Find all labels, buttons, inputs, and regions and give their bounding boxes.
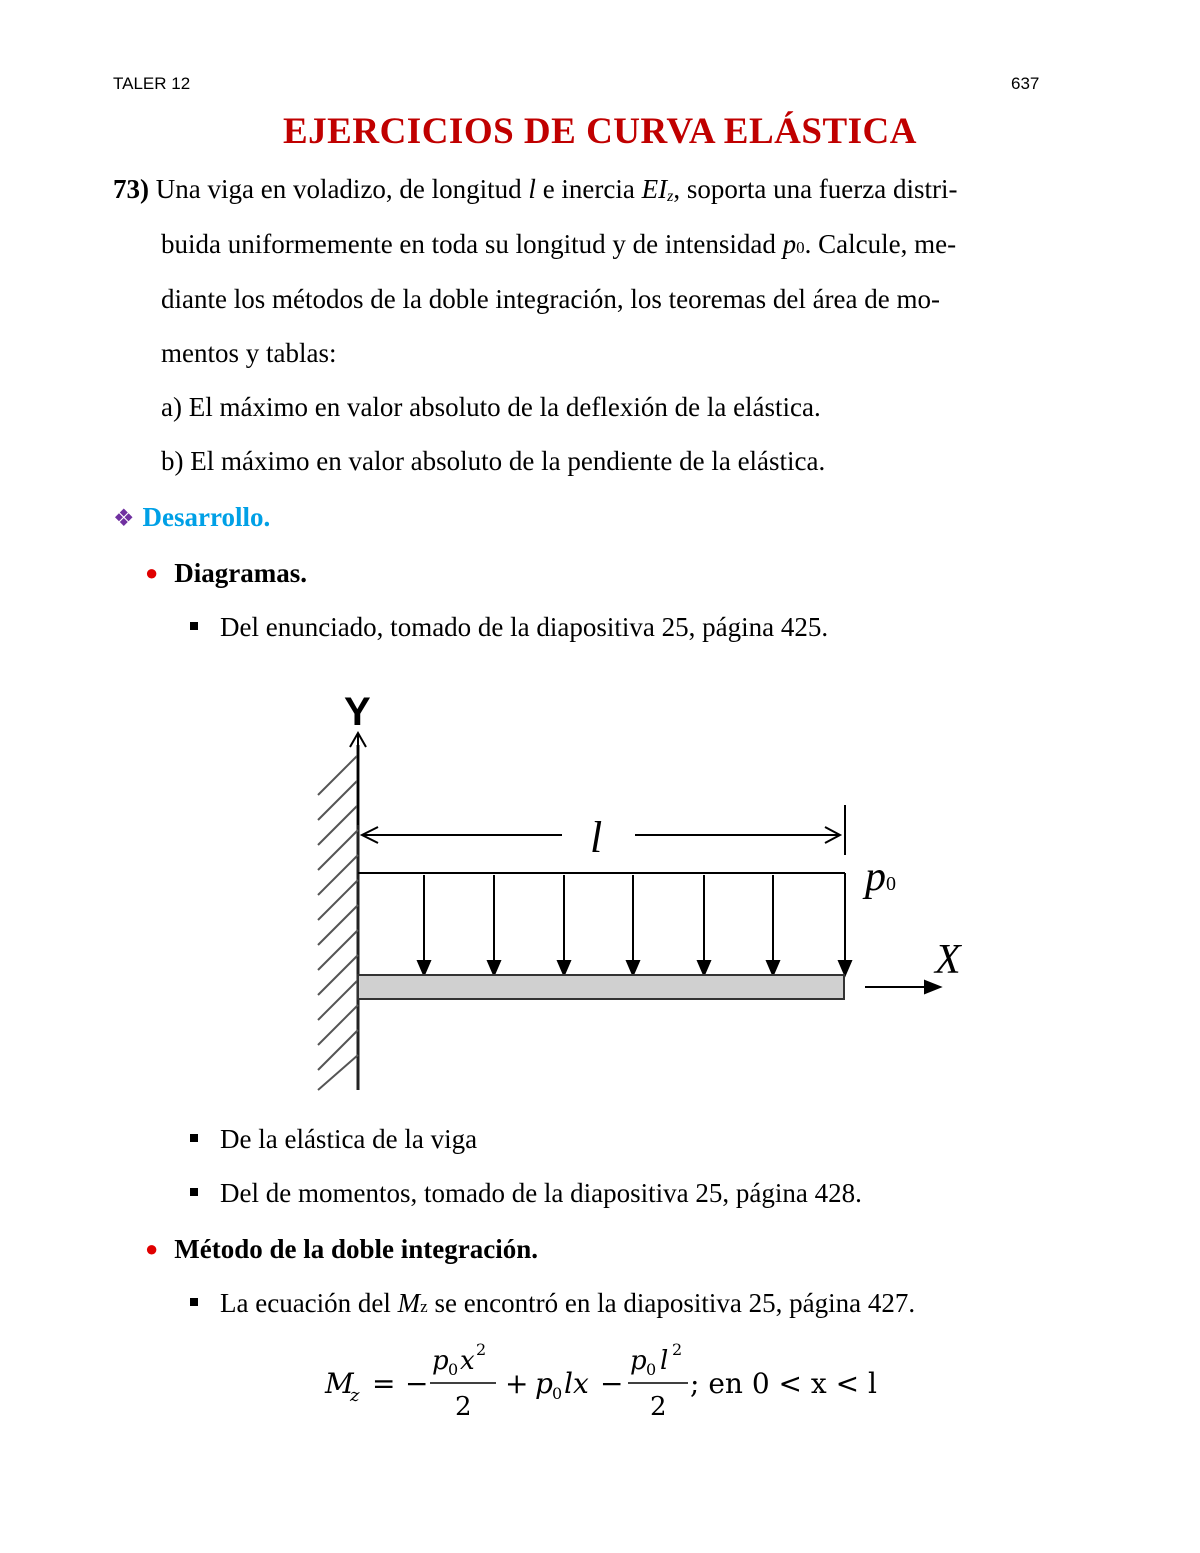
length-label: l [590, 813, 603, 862]
eq-t2-sub: 0 [552, 1384, 563, 1403]
section-desarrollo-label: Desarrollo. [142, 502, 271, 532]
x-axis-arrow [865, 981, 940, 993]
var-ei: EI [641, 174, 668, 204]
eq-t2-p: p [535, 1367, 553, 1400]
load-label: p0 [865, 854, 896, 900]
eq-t3-num-p: p [630, 1346, 647, 1376]
eq-t3-num-l: l [660, 1346, 669, 1376]
eq-t1-den: 2 [455, 1392, 472, 1422]
list-item [190, 1288, 915, 1319]
subsection-diagramas [145, 558, 307, 589]
page-title: EJERCICIOS DE CURVA ELÁSTICA [283, 111, 917, 152]
eq-lhs: M [325, 1367, 354, 1400]
problem-text: Una viga en voladizo, de longitud [149, 174, 529, 204]
question-a: a) El máximo en valor absoluto de la deflexión de la elástica. [161, 392, 821, 422]
problem-line-2 [161, 229, 956, 260]
eq-t1-num-sub: 0 [448, 1360, 459, 1379]
problem-line-3: diante los métodos de la doble integración, los teoremas del área de mo- [161, 284, 940, 314]
eq-minus: − [405, 1367, 429, 1400]
problem-text: , soporta una fuerza distri- [673, 174, 958, 204]
x-axis-label: X [935, 937, 961, 983]
subsection-metodo-label: Método de la doble integración. [174, 1234, 539, 1264]
section-desarrollo [113, 502, 270, 533]
square-bullet-icon [190, 622, 198, 630]
distributed-load-arrows [418, 875, 851, 975]
list-item-text: Del de momentos, tomado de la diapositiva 25, página 428. [220, 1178, 862, 1208]
cantilever-beam-figure [300, 685, 1000, 1105]
problem-text: . Calcule, me- [804, 229, 957, 259]
eq-minus-2: − [600, 1367, 624, 1400]
length-dimension [362, 805, 845, 855]
list-item-text: se encontró en la diapositiva 25, página 427. [427, 1288, 916, 1318]
y-axis-label: Y [344, 690, 371, 734]
eq-plus: + [505, 1367, 529, 1400]
problem-text: buida uniformemente en toda su longitud y de intensidad [161, 229, 783, 259]
list-item [190, 1178, 862, 1209]
eq-t3-num-exp: 2 [672, 1340, 683, 1359]
square-bullet-icon [190, 1134, 198, 1142]
problem-text: e inercia [535, 174, 642, 204]
problem-number: 73) [113, 174, 149, 204]
beam [358, 975, 844, 999]
round-bullet-icon: ● [145, 560, 159, 585]
eq-t3-num-sub: 0 [646, 1360, 657, 1379]
var-l: l [528, 174, 536, 204]
eq-lhs-sub: z [350, 1385, 360, 1406]
diamond-bullet-icon: ❖ [113, 506, 135, 532]
eq-t2-rest: lx [564, 1367, 589, 1400]
list-item [190, 612, 828, 643]
wall-hatching [318, 745, 358, 1090]
eq-t1-num-p: p [432, 1346, 449, 1376]
question-b: b) El máximo en valor absoluto de la pendiente de la elástica. [161, 446, 826, 476]
list-item-text: De la elástica de la viga [220, 1124, 478, 1154]
var-p-sub: 0 [796, 238, 805, 257]
subsection-metodo [145, 1234, 538, 1265]
subsection-diagramas-label: Diagramas. [174, 558, 308, 588]
list-item-text: Del enunciado, tomado de la diapositiva 25, página 425. [220, 612, 829, 642]
eq-t1-num-exp: 2 [476, 1340, 487, 1359]
moment-equation [0, 1335, 1200, 1435]
list-item-text: La ecuación del [220, 1288, 398, 1318]
square-bullet-icon [190, 1298, 198, 1306]
var-m: M [397, 1288, 421, 1318]
page-number: 637 [1011, 74, 1040, 93]
round-bullet-icon: ● [145, 1236, 159, 1261]
var-m-sub: z [420, 1297, 428, 1316]
eq-t1-num-x: x [460, 1346, 475, 1376]
eq-condition: ; en 0 < x < l [690, 1367, 877, 1400]
var-p: p [782, 229, 797, 259]
var-ei-sub: z [667, 188, 674, 205]
problem-line-4: mentos y tablas: [161, 338, 337, 368]
eq-equals: = [372, 1367, 396, 1400]
problem-line-1 [113, 174, 1088, 206]
list-item [190, 1124, 477, 1155]
square-bullet-icon [190, 1188, 198, 1196]
eq-t3-den: 2 [650, 1392, 667, 1422]
header-left: TALER 12 [113, 74, 191, 93]
